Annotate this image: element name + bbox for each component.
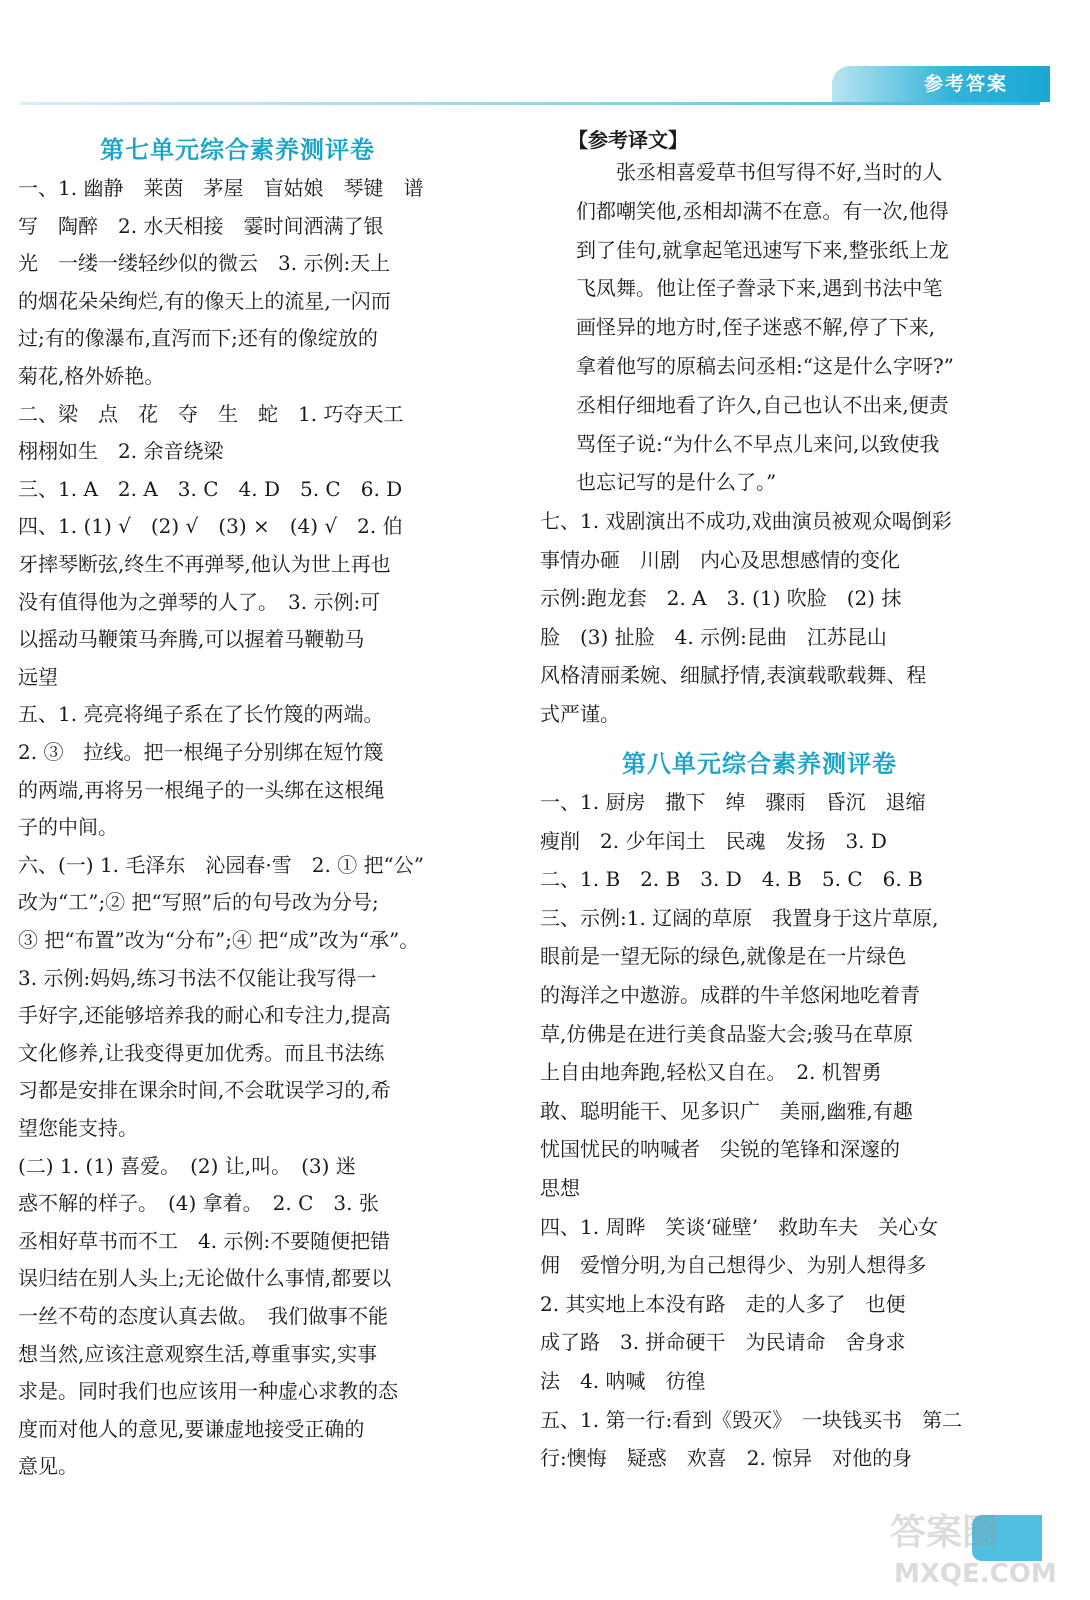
text-line: 改为“工”;② 把“写照”后的句号改为分号; [18,890,379,915]
text-line: 一、1. 幽静 莱茵 茅屋 盲姑娘 琴键 谱 [18,176,424,200]
text-line: 忧国忧民的呐喊者 尖锐的笔锋和深邃的 [540,1137,900,1162]
text-line: 牙摔琴断弦,终生不再弹琴,他认为世上再也 [18,552,391,576]
text-line: 们都嘲笑他,丞相却满不在意。有一次,他得 [576,198,949,223]
text-line: 上自由地奔跑,轻松又自在。 2. 机智勇 [540,1060,882,1085]
text-line: 的两端,再将另一根绳子的一头绑在这根绳 [18,777,385,802]
text-line: 拿着他写的原稿去问丞相:“这是什么字呀?” [576,354,954,378]
watermark-logo [880,1500,1070,1590]
text-line: 眼前是一望无际的绿色,就像是在一片绿色 [540,944,907,969]
text-line: 望您能支持。 [18,1116,138,1140]
header-rule [20,102,1040,105]
text-line: 的海洋之中遨游。成群的牛羊悠闲地吃着青 [540,983,920,1007]
text-line: 过;有的像瀑布,直泻而下;还有的像绽放的 [18,326,378,351]
text-line: 到了佳句,就拿起笔迅速写下来,整张纸上龙 [576,237,949,262]
text-line: 三、示例:1. 辽阔的草原 我置身于这片草原, [540,905,939,930]
text-line: 行:懊悔 疑惑 欢喜 2. 惊异 对他的身 [540,1446,913,1471]
text-line: 丞相好草书而不工 4. 示例:不要随便把错 [18,1228,391,1253]
text-line: 远望 [18,664,58,689]
text-line: 瘦削 2. 少年闰土 民魂 发扬 3. D [540,828,887,853]
watermark-text-cn: 答案圈 [890,1512,999,1553]
text-line: 栩栩如生 2. 余音绕梁 [18,439,224,464]
text-line: 惑不解的样子。 (4) 拿着。 2. C 3. 张 [18,1191,379,1216]
text-line: 习都是安排在课余时间,不会耽误学习的,希 [18,1078,391,1103]
text-line: 法 4. 呐喊 彷徨 [540,1369,706,1393]
text-line: 脸 (3) 扯脸 4. 示例:昆曲 江苏昆山 [540,624,887,649]
text-line: 飞凤舞。他让侄子誊录下来,遇到书法中笔 [576,276,943,301]
text-line: 求是。同时我们也应该用一种虚心求教的态 [18,1379,398,1404]
section-title-unit7: 第七单元综合素养测评卷 [100,135,375,164]
text-line: 一丝不苟的态度认真去做。 我们做事不能 [18,1304,388,1328]
text-line: 草,仿佛是在进行美食品鉴大会;骏马在草原 [540,1021,914,1046]
text-line: 菊花,格外娇艳。 [18,364,165,388]
text-line: 示例:跑龙套 2. A 3. (1) 吹脸 (2) 抹 [540,586,902,611]
text-line: (二) 1. (1) 喜爱。 (2) 让,叫。 (3) 迷 [18,1153,356,1178]
text-line: 五、1. 亮亮将绳子系在了长竹篾的两端。 [18,702,384,727]
text-line: 成了路 3. 拼命硬干 为民请命 舍身求 [540,1330,906,1355]
text-line: 文化修养,让我变得更加优秀。而且书法练 [18,1040,385,1065]
text-line: 光 一缕一缕轻纱似的微云 3. 示例:天上 [18,251,391,276]
text-line: 六、(一) 1. 毛泽东 沁园春·雪 2. ① 把“公” [18,852,425,877]
text-line: 张丞相喜爱草书但写得不好,当时的人 [576,160,943,184]
text-line: 事情办砸 川剧 内心及思想感情的变化 [540,547,900,572]
text-line: 3. 示例:妈妈,练习书法不仅能让我写得一 [18,965,377,990]
text-line: 敢、聪明能干、见多识广 美丽,幽雅,有趣 [540,1098,913,1123]
text-line: 误归结在别人头上;无论做什么事情,都要以 [18,1266,392,1291]
text-line: 风格清丽柔婉、细腻抒情,表演载歌载舞、程 [540,663,927,688]
text-line: 子的中间。 [18,815,118,840]
header-tab-reference-answers: 参考答案 [832,66,1050,102]
text-line: 四、1. 周晔 笑谈‘碰壁’ 救助车夫 关心女 [540,1214,939,1239]
text-line: 以摇动马鞭策马奔腾,可以握着马鞭勒马 [18,627,365,652]
section-title-unit8: 第八单元综合素养测评卷 [622,749,897,778]
text-line: 思想 [540,1176,580,1200]
text-line: 四、1. (1) √ (2) √ (3) × (4) √ 2. 伯 [18,514,403,539]
text-line: 手好字,还能够培养我的耐心和专注力,提高 [18,1003,391,1028]
text-line: 一、1. 厨房 撒下 绰 骤雨 昏沉 退缩 [540,790,926,814]
text-line: 2. ③ 拉线。把一根绳子分别绑在短竹篾 [18,740,384,764]
text-line: 七、1. 戏剧演出不成功,戏曲演员被观众喝倒彩 [540,509,952,533]
text-line: 三、1. A 2. A 3. C 4. D 5. C 6. D [18,476,403,501]
text-line: 二、梁 点 花 夺 生 蛇 1. 巧夺天工 [18,401,404,426]
text-line: 也忘记写的是什么了。” [576,470,777,495]
text-line: 丞相仔细地看了许久,自己也认不出来,便责 [576,392,949,417]
text-line: 画怪异的地方时,侄子迷惑不解,停了下来, [576,315,936,340]
text-line: 式严谨。 [540,702,620,726]
text-line: 度而对他人的意见,要谦虚地接受正确的 [18,1416,365,1441]
translation-heading: 【参考译文】 [568,128,688,152]
text-line: 意见。 [18,1454,78,1479]
text-line: 五、1. 第一行:看到《毁灭》 一块钱买书 第二 [540,1407,963,1432]
text-line: 二、1. B 2. B 3. D 4. B 5. C 6. B [540,867,923,892]
text-line: 佣 爱憎分明,为自己想得少、为别人想得多 [540,1253,927,1278]
text-line: 2. 其实地上本没有路 走的人多了 也便 [540,1291,906,1316]
text-line: 写 陶醉 2. 水天相接 霎时间洒满了银 [18,213,384,238]
text-line: 没有值得他为之弹琴的人了。 3. 示例:可 [18,589,381,614]
text-line: 骂侄子说:“为什么不早点儿来问,以致使我 [576,431,940,456]
text-line: ③ 把“布置”改为“分布”;④ 把“成”改为“承”。 [18,928,420,952]
watermark-text-en: MXQE.COM [894,1559,1057,1589]
text-line: 的烟花朵朵绚烂,有的像天上的流星,一闪而 [18,288,391,313]
text-line: 想当然,应该注意观察生活,尊重事实,实事 [18,1341,378,1366]
